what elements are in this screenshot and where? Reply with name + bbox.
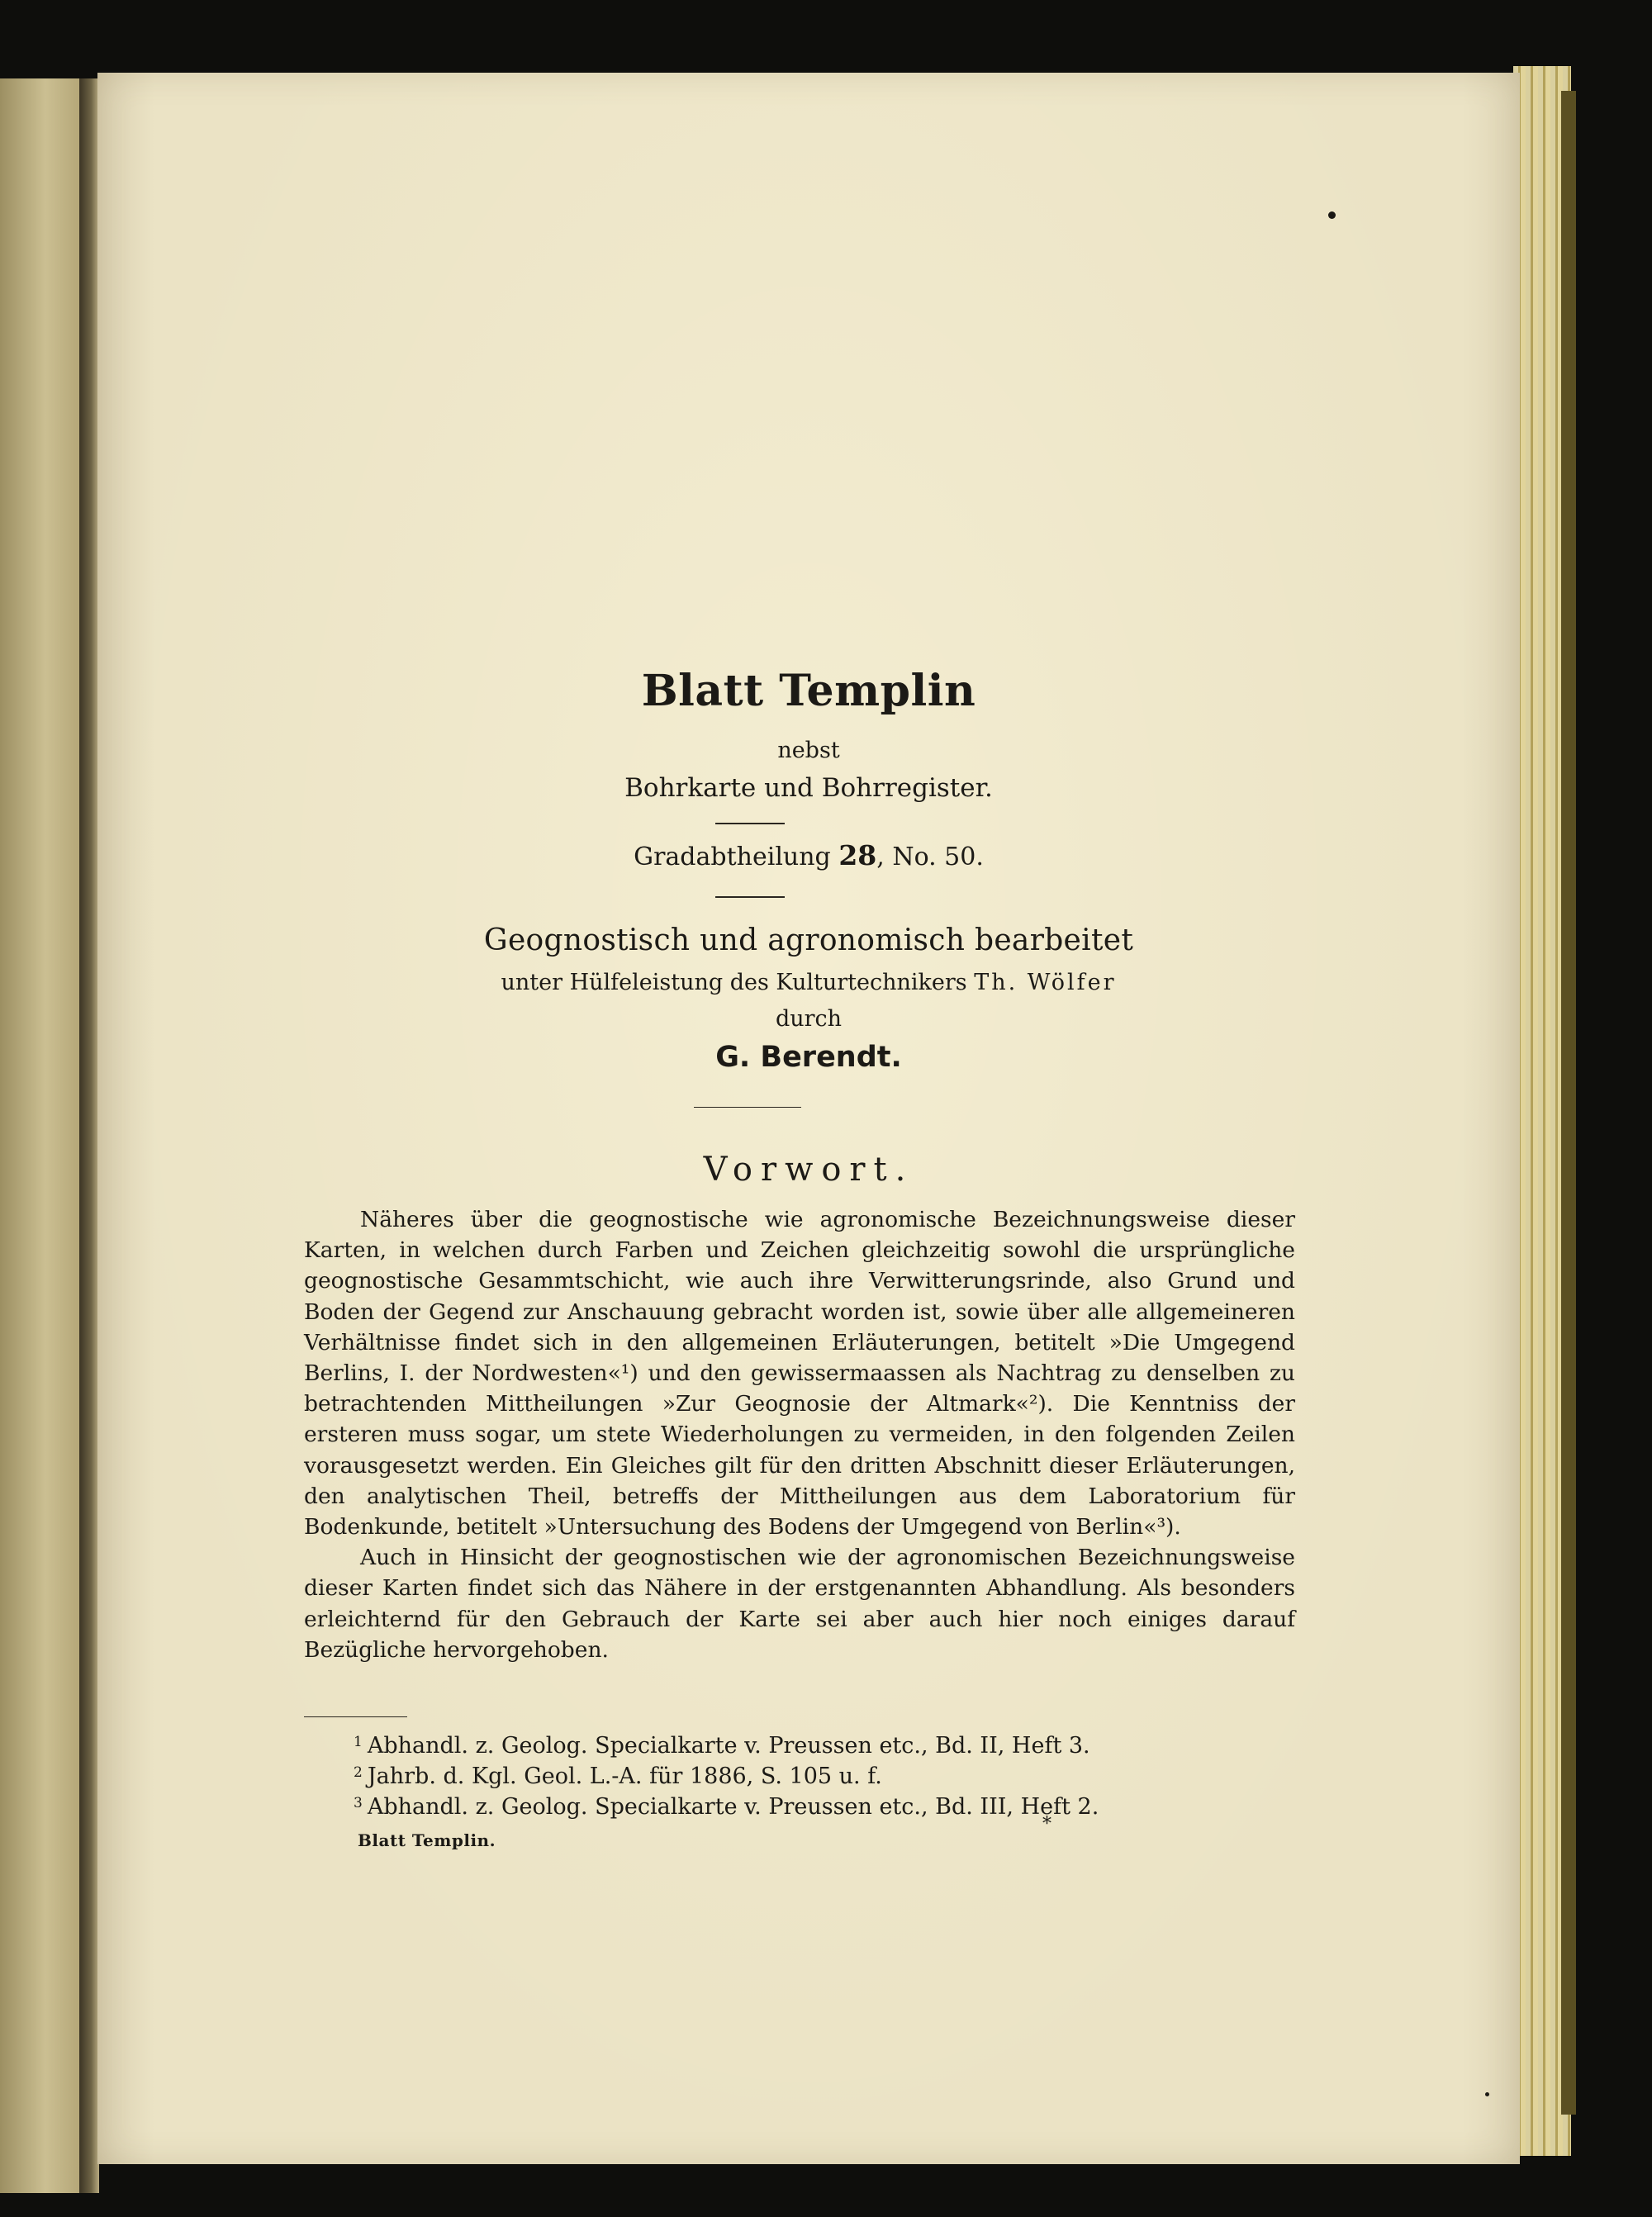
gradabtheilung-line (97, 839, 1520, 871)
grad-prefix: Gradabtheilung (634, 843, 831, 871)
footnote (354, 1759, 1180, 1790)
footnote-text: Abhandl. z. Geolog. Specialkarte v. Preussen etc., Bd. III, Heft 2. (367, 1794, 1099, 1820)
signature-mark: * (1042, 1814, 1051, 1835)
footnote-mark: 3 (354, 1795, 363, 1811)
author-name: G. Berendt. (715, 1041, 902, 1074)
footnote-rule (304, 1716, 407, 1717)
body-text (304, 1204, 1295, 1665)
right-cover-edge (1561, 91, 1576, 2115)
divider-rule (715, 823, 785, 824)
footnote (354, 1790, 1180, 1821)
left-page-edge (0, 78, 83, 2193)
book-gutter (79, 78, 99, 2193)
footnote-mark: 1 (354, 1734, 363, 1750)
page-footer: Blatt Templin. (358, 1830, 496, 1850)
assistant-line (97, 970, 1520, 995)
ink-speck (1328, 211, 1336, 219)
footnote-text: Jahrb. d. Kgl. Geol. L.-A. für 1886, S. 105 u. f. (367, 1764, 882, 1789)
bearbeitet-line: Geognostisch und agronomisch bearbeitet (483, 923, 1134, 957)
footnote-mark: 2 (354, 1764, 363, 1781)
paragraph: Näheres über die geognostische wie agronomische Bezeichnungsweise dieser Karten, in welchen durch Farben und Zeichen gleichzeitig sowohl die ursprüngliche geognostische Gesammtschicht, wie auch ihre Verwitterungsrinde, also Grund und Boden der Gegend zur Anschauung gebracht worden ist, sowie über alle allgemeineren Verhältnisse findet sich in den allgemeinen Erläuterungen, betitelt »Die Umgegend Berlins, I. der Nordwesten«¹) und den gewissermaassen als Nachtrag zu denselben zu betrachtenden Mittheilungen »Zur Geognosie der Altmark«²). Die Kenntniss der ersteren muss sogar, um stete Wiederholungen zu vermeiden, in den folgenden Zeilen vorausgesetzt werden. Ein Gleiches gilt für den dritten Abschnitt dieser Erläuterungen, den analytischen Theil, betreffs der Mittheilungen aus dem Laboratorium für Bodenkunde, betitelt »Untersuchung des Bodens der Umgegend von Berlin«³). (304, 1207, 1295, 1541)
grad-suffix: , No. 50. (876, 843, 984, 871)
nebst-line: nebst (777, 738, 840, 763)
assistant-prefix: unter Hülfeleistung des Kulturtechnikers (501, 970, 967, 995)
subtitle: Bohrkarte und Bohrregister. (624, 773, 993, 803)
paragraph: Auch in Hinsicht der geognostischen wie der agronomischen Bezeichnungsweise dieser Karten findet sich das Nähere in der erstgenannten Abhandlung. Als besonders erleichternd für den Gebrauch der Karte sei aber auch hier noch einiges darauf Bezügliche hervorgehoben. (304, 1545, 1295, 1663)
assistant-name: Th. Wölfer (974, 970, 1117, 995)
divider-rule (694, 1107, 801, 1108)
footnotes (354, 1729, 1180, 1821)
divider-rule (715, 896, 785, 898)
grad-number: 28 (838, 839, 877, 871)
durch-line: durch (775, 1006, 843, 1032)
section-heading: Vorwort. (703, 1151, 914, 1189)
ink-speck (1485, 2092, 1489, 2096)
page-title: Blatt Templin (641, 666, 976, 716)
footnote-text: Abhandl. z. Geolog. Specialkarte v. Preussen etc., Bd. II, Heft 3. (367, 1733, 1090, 1759)
book-page (97, 73, 1520, 2164)
footnote (354, 1729, 1180, 1759)
